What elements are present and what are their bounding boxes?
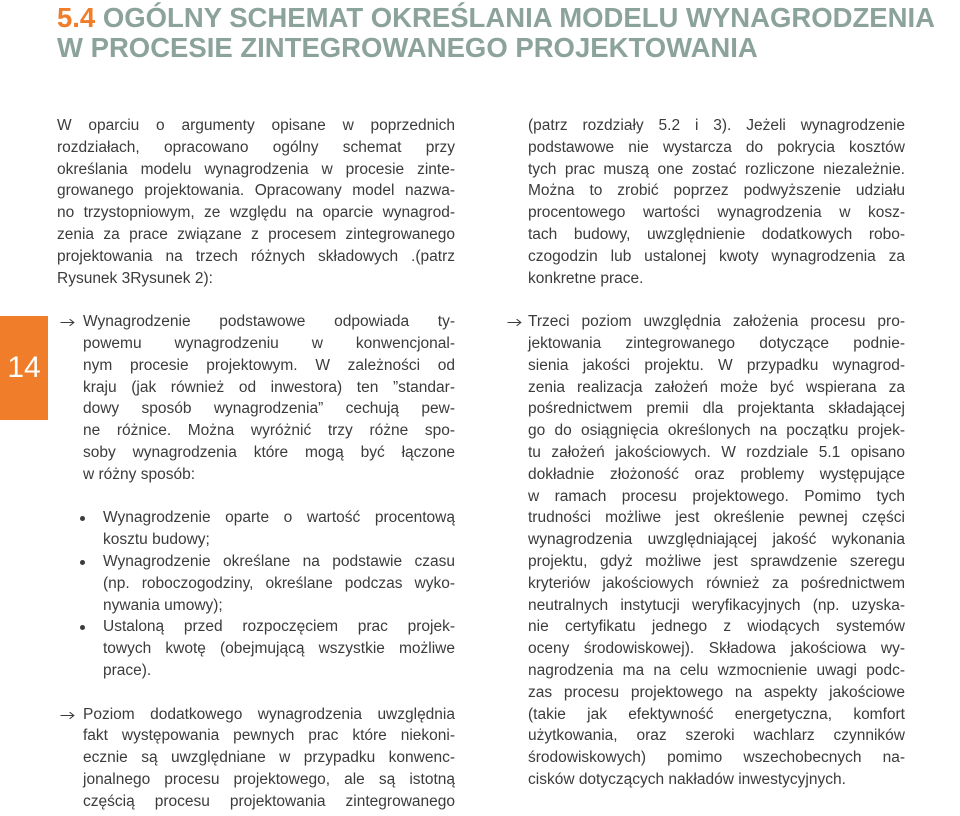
text-line: środowiskowych) pomimo wszechobecnych na-	[528, 749, 905, 767]
text-line: Wynagrodzenie podstawowe odpowiada ty-	[83, 313, 455, 331]
text-line: sienia jakości projektu. W przypadku wynagrod-	[528, 356, 905, 374]
bullet-icon	[80, 625, 85, 630]
sub-list-item	[103, 551, 455, 616]
bullet-icon	[80, 560, 85, 565]
text-line: towych kwotę (obejmującą wszystkie możliwe	[103, 640, 455, 658]
list-item-text	[83, 704, 455, 813]
continuation-paragraph	[528, 115, 905, 289]
text-line: powemu wynagrodzeniu w konwencjonal-	[83, 334, 455, 352]
arrow-right-icon	[60, 318, 75, 327]
text-line: czogodzin lub ustalonej kwoty wynagrodzenia za	[528, 247, 905, 265]
text-line: kraju (jak również od inwestora) ten ”standar-	[83, 378, 455, 396]
section-heading	[57, 3, 952, 63]
text-line: projektu, gdyż możliwe jest sprawdzenie szeregu	[528, 552, 905, 570]
text-line: częścią procesu projektowania zintegrowanego	[83, 792, 455, 810]
sub-list-item-text	[103, 551, 455, 616]
list-item-additional-pay	[57, 704, 455, 813]
text-line: kryteriów jakościowych również za pośrednictwem	[528, 574, 905, 592]
page-number: 14	[7, 351, 41, 384]
text-line: Trzeci poziom uwzględnia założenia procesu pro-	[528, 313, 905, 331]
text-line: tych prac muszą one zostać rozliczone niezależnie.	[528, 160, 905, 178]
text-line: Można to zrobić poprzez podwyższenie udziału	[528, 182, 905, 200]
right-column	[528, 115, 905, 791]
list-item-text	[83, 311, 455, 485]
page-number-tab	[0, 316, 48, 420]
text-line: rozdziałach, opracowano ogólny schemat przy	[57, 138, 455, 156]
text-line: nywania umowy);	[103, 596, 223, 614]
text-line: W oparciu o argumenty opisane w poprzednich	[57, 117, 455, 134]
arrow-right-icon	[507, 318, 522, 327]
list-item-base-pay	[57, 311, 455, 485]
section-title-line-1: OGÓLNY SCHEMAT OKREŚLANIA MODELU WYNAGRODZENIA	[102, 2, 936, 33]
text-line: no trzystopniowym, ze względu na oparcie wynagrod-	[57, 204, 455, 222]
text-line: trudności możliwe jest określenie pewnej części	[528, 509, 905, 527]
text-line: kosztu budowy;	[103, 531, 210, 549]
text-line: dowy sposób wynagrodzenia” cechują pew-	[83, 400, 455, 418]
text-line: soby wynagrodzenia które mogą być łączone	[83, 443, 455, 461]
sub-list-item-text	[103, 616, 455, 681]
text-line: oceny środowiskowej). Składowa jakościowa wy-	[528, 640, 905, 658]
text-line: w różny sposób:	[83, 465, 195, 483]
text-line: fakt występowania pewnych prac które niekoni-	[83, 727, 455, 745]
text-line: Wynagrodzenie określane na podstawie czasu	[103, 552, 455, 570]
text-line: zenia realizacja założeń może być wspierana za	[528, 378, 905, 396]
text-line: Poziom dodatkowego wynagrodzenia uwzględnia	[83, 705, 455, 723]
text-line: jektowania zintegrowanego dotyczące podnie-	[528, 334, 905, 352]
text-line: zenia za prace związane z procesem zintegrowanego	[57, 225, 455, 243]
left-column	[57, 115, 455, 813]
text-line: pośrednictwem premii dla projektanta składającej	[528, 400, 905, 418]
text-line: (takie jak efektywność energetyczna, komfort	[528, 705, 905, 723]
text-line: (np. roboczogodziny, określane podczas wyko-	[103, 574, 455, 592]
text-line: growanego projektowania. Opracowany model nazwa-	[57, 182, 455, 200]
text-line: Ustaloną przed rozpoczęciem prac projek-	[103, 618, 455, 636]
sub-list-item	[103, 616, 455, 681]
text-line: tach budowy, uwzględnienie dodatkowych robo-	[528, 225, 905, 243]
text-line: procentowego wartości wynagrodzenia w kosz-	[528, 204, 905, 222]
arrow-right-icon	[60, 711, 75, 720]
intro-paragraph	[57, 115, 455, 289]
text-line: nie certyfikatu jednego z wiodących systemów	[528, 618, 905, 636]
text-line: wynagrodzenia uwzględniającej jakość wykonania	[528, 531, 905, 549]
text-line: Rysunek 3Rysunek 2):	[57, 269, 213, 287]
text-line: Wynagrodzenie oparte o wartość procentową	[103, 509, 455, 527]
text-line: projektowania na trzech różnych składowych .(patrz	[57, 247, 455, 265]
sub-list-item	[103, 507, 455, 551]
text-line: w ramach procesu projektowego. Pomimo tych	[528, 487, 905, 505]
text-line: ecznie są uwzględniane w przypadku konwenc-	[83, 749, 455, 767]
bullet-icon	[80, 516, 85, 521]
heading-line-1	[57, 3, 952, 33]
text-line: dokładnie złożoność oraz problemy występujące	[528, 465, 905, 483]
text-line: jonalnego procesu projektowego, ale są istotną	[83, 770, 455, 788]
text-line: cisków dotyczących nakładów inwestycyjnych.	[528, 770, 846, 788]
sub-list	[57, 507, 455, 681]
text-line: prace).	[103, 661, 152, 679]
list-item-text	[528, 311, 905, 791]
sub-list-item-text	[103, 507, 455, 551]
section-number: 5.4	[57, 2, 96, 33]
section-title-line-2: W PROCESIE ZINTEGROWANEGO PROJEKTOWANIA	[57, 32, 758, 63]
list-item-quality-pay	[528, 311, 905, 791]
text-line: użytkowania, oraz szeroki wachlarz czynników	[528, 727, 905, 745]
text-line: ne różnice. Można wyróżnić trzy różne spo-	[83, 422, 455, 440]
text-line: neutralnych instytucji weryfikacyjnych (np. uzyska-	[528, 596, 905, 614]
text-line: podstawowe nie wystarcza do pokrycia kosztów	[528, 138, 905, 156]
text-line: nym procesie projektowym. W zależności od	[83, 356, 455, 374]
text-line: nagrodzenia ma na celu wzmocnienie uwagi podc-	[528, 661, 905, 679]
text-line: konkretne prace.	[528, 269, 644, 287]
text-line: tu założeń jakościowych. W rozdziale 5.1 opisano	[528, 443, 905, 461]
text-line: zas procesu projektowego na aspekty jakościowe	[528, 683, 905, 701]
text-line: (patrz rozdziały 5.2 i 3). Jeżeli wynagrodzenie	[528, 117, 905, 134]
text-line: określania modelu wynagrodzenia w procesie zinte-	[57, 160, 455, 178]
text-line: go do osiągnięcia określonych na początku projek-	[528, 422, 905, 440]
